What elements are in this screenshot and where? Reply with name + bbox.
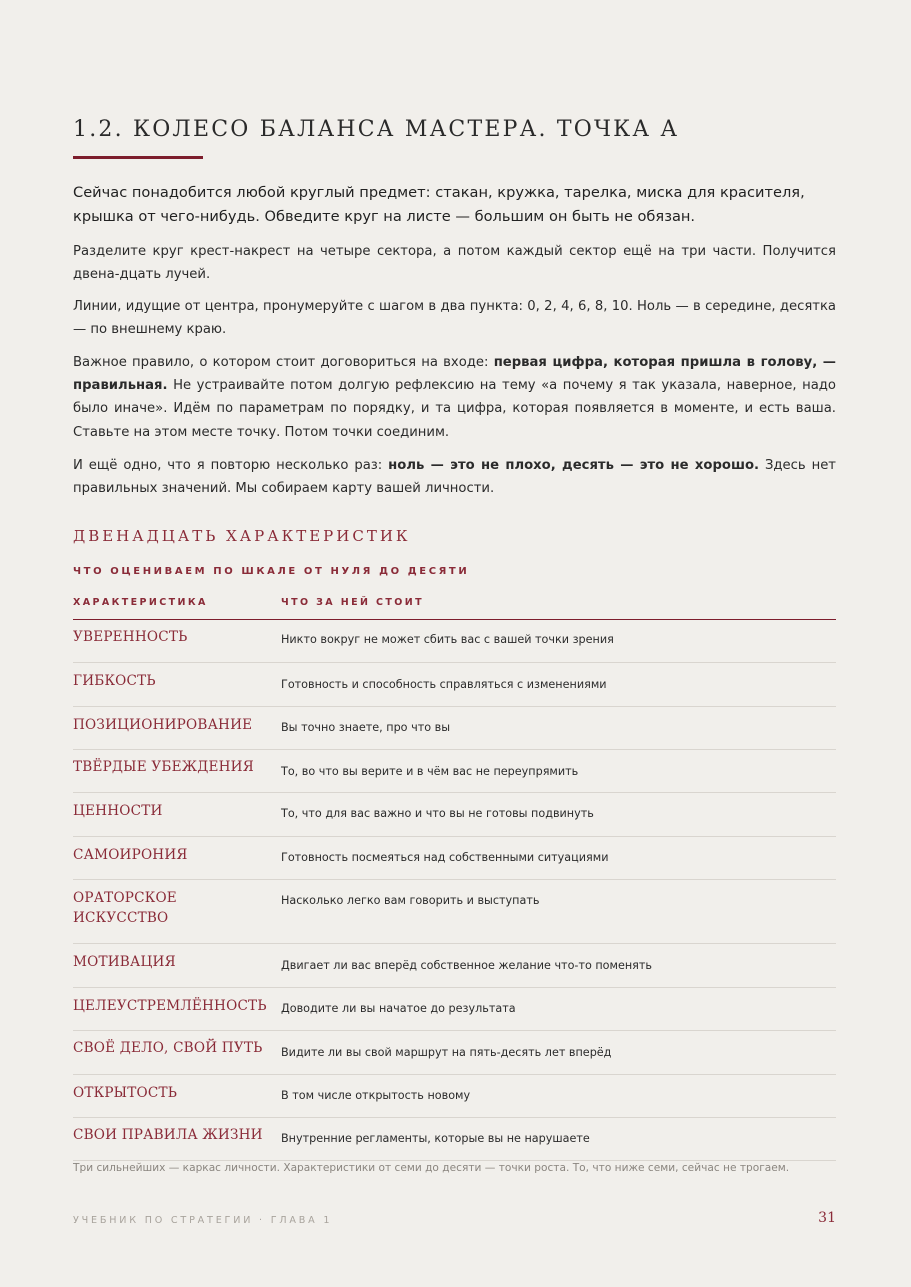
column-header-meaning: ЧТО ЗА НЕЙ СТОИТ bbox=[281, 597, 425, 608]
paragraph-4 bbox=[73, 454, 836, 500]
table-row bbox=[73, 837, 836, 880]
characteristic-description: Насколько легко вам говорить и выступать bbox=[281, 894, 540, 907]
characteristic-description: В том числе открытость новому bbox=[281, 1089, 471, 1102]
characteristic-name: ОТКРЫТОСТЬ bbox=[73, 1085, 178, 1101]
characteristic-description: Видите ли вы свой маршрут на пять-десять лет вперёд bbox=[281, 1046, 612, 1059]
characteristic-description: Готовность и способность справляться с изменениями bbox=[281, 678, 607, 691]
table-row bbox=[73, 1031, 836, 1075]
table-body bbox=[73, 620, 836, 1161]
characteristic-name: САМОИРОНИЯ bbox=[73, 847, 188, 863]
table-row bbox=[73, 620, 836, 663]
characteristics-table bbox=[73, 592, 836, 1161]
paragraph-2: Линии, идущие от центра, пронумеруйте с шагом в два пункта: 0, 2, 4, 6, 8, 10. Ноль — в середине, десятка — по внешнему краю. bbox=[73, 299, 836, 338]
characteristic-description: То, во что вы верите и в чём вас не переупрямить bbox=[281, 765, 579, 778]
paragraph-3 bbox=[73, 351, 836, 444]
table-row bbox=[73, 944, 836, 988]
paragraph-1: Разделите круг крест-накрест на четыре сектора, а потом каждый сектор ещё на три части. Получится двена-дцать лучей. bbox=[73, 244, 836, 283]
table-row bbox=[73, 750, 836, 793]
table-row bbox=[73, 880, 836, 944]
characteristic-description: Доводите ли вы начатое до результата bbox=[281, 1002, 516, 1015]
table-footnote: Три сильнейших — каркас личности. Характеристики от семи до десяти — точки роста. То, что ниже семи, сейчас не трогаем. bbox=[73, 1162, 790, 1174]
table-row bbox=[73, 707, 836, 750]
characteristic-name: ГИБКОСТЬ bbox=[73, 673, 156, 689]
characteristic-name: МОТИВАЦИЯ bbox=[73, 954, 176, 970]
section-title: ДВЕНАДЦАТЬ ХАРАКТЕРИСТИК bbox=[73, 527, 411, 545]
characteristic-description: Внутренние регламенты, которые вы не нарушаете bbox=[281, 1132, 590, 1145]
paragraph-3-start: Важное правило, о котором стоит договориться на входе: bbox=[73, 355, 494, 370]
characteristic-name: СВОИ ПРАВИЛА ЖИЗНИ bbox=[73, 1127, 263, 1143]
title-underline bbox=[73, 156, 203, 159]
characteristic-name: УВЕРЕННОСТЬ bbox=[73, 629, 188, 645]
section-subtitle: ЧТО ОЦЕНИВАЕМ ПО ШКАЛЕ ОТ НУЛЯ ДО ДЕСЯТИ bbox=[73, 566, 470, 577]
characteristic-name: ПОЗИЦИОНИРОВАНИЕ bbox=[73, 717, 253, 733]
table-row bbox=[73, 988, 836, 1031]
paragraph-3-bold: первая цифра, которая пришла в голову, — правильная. bbox=[73, 355, 836, 394]
characteristic-name: ОРАТОРСКОЕ ИСКУССТВО bbox=[73, 890, 177, 926]
table-row bbox=[73, 663, 836, 707]
characteristic-description: То, что для вас важно и что вы не готовы подвинуть bbox=[281, 807, 594, 820]
paragraph-3-end: Не устраивайте потом долгую рефлексию на тему «а почему я так указала, наверное, надо было иначе». Идём по параметрам по порядку, и та цифра, которая появляется в моменте, и есть ваша. Ставьте на этом месте точку. Потом точки соединим. bbox=[73, 378, 836, 440]
page-number: 31 bbox=[818, 1210, 836, 1226]
chapter-title: 1.2. КОЛЕСО БАЛАНСА МАСТЕРА. ТОЧКА А bbox=[73, 117, 680, 142]
characteristic-description: Двигает ли вас вперёд собственное желание что-то поменять bbox=[281, 959, 653, 972]
table-row bbox=[73, 1075, 836, 1118]
characteristic-name: СВОЁ ДЕЛО, СВОЙ ПУТЬ bbox=[73, 1040, 263, 1056]
paragraph-4-start: И ещё одно, что я повторю несколько раз: bbox=[73, 458, 389, 473]
characteristic-name: ЦЕЛЕУСТРЕМЛЁННОСТЬ bbox=[73, 998, 267, 1014]
column-header-characteristic: ХАРАКТЕРИСТИКА bbox=[73, 597, 208, 608]
paragraph-4-bold: ноль — это не плохо, десять — это не хорошо. bbox=[388, 458, 760, 473]
running-footer: УЧЕБНИК ПО СТРАТЕГИИ · ГЛАВА 1 bbox=[73, 1215, 333, 1226]
characteristic-description: Вы точно знаете, про что вы bbox=[281, 721, 451, 734]
lead-paragraph: Сейчас понадобится любой круглый предмет: стакан, кружка, тарелка, миска для красителя, крышка от чего-нибудь. Обведите круг на листе — большим он быть не обязан. bbox=[73, 184, 805, 225]
characteristic-description: Готовность посмеяться над собственными ситуациями bbox=[281, 851, 609, 864]
characteristic-description: Никто вокруг не может сбить вас с вашей точки зрения bbox=[281, 633, 614, 646]
table-row bbox=[73, 793, 836, 837]
paragraph-4-end: Здесь нет правильных значений. Мы собираем карту вашей личности. bbox=[73, 458, 836, 497]
characteristic-name: ТВЁРДЫЕ УБЕЖДЕНИЯ bbox=[73, 759, 254, 775]
table-row bbox=[73, 1118, 836, 1161]
characteristic-name: ЦЕННОСТИ bbox=[73, 803, 163, 819]
table-header bbox=[73, 592, 836, 620]
